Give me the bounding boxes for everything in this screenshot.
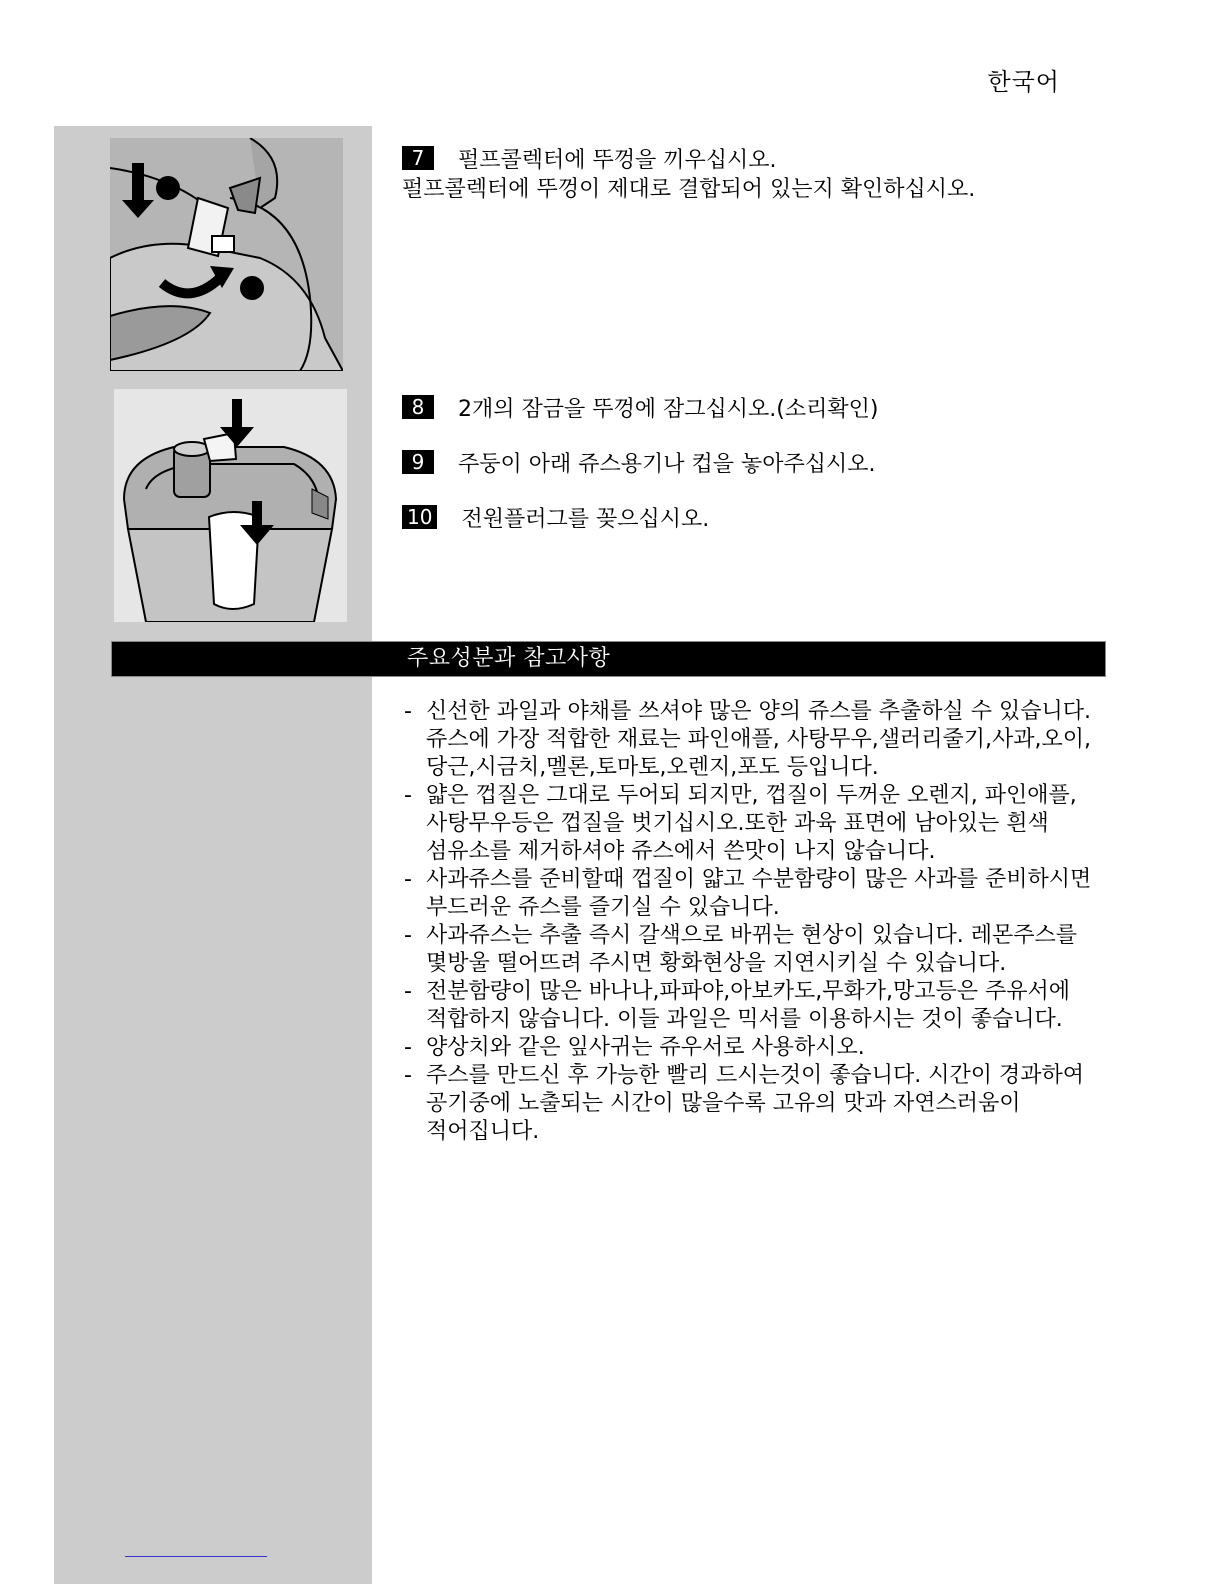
list-item: - 사과쥬스는 추출 즉시 갈색으로 바뀌는 현상이 있습니다. 레몬주스를 몇방울 떨어뜨려 주시면 황화현상을 지연시키실 수 있습니다. <box>402 922 1102 978</box>
step-9-text: 주둥이 아래 쥬스용기나 컵을 놓아주십시오. <box>458 452 876 477</box>
step-number-badge: 8 <box>402 395 434 419</box>
list-item: - 사과쥬스를 준비할때 껍질이 얇고 수분함량이 많은 사과를 준비하시면 부드러운 쥬스를 즐기실 수 있습니다. <box>402 866 1102 922</box>
step-10 <box>402 505 709 534</box>
list-item: - 얇은 껍질은 그대로 두어되 되지만, 껍질이 두꺼운 오렌지, 파인애플,사탕무우등은 껍질을 벗기십시오.또한 과육 표면에 남아있는 흰색 섬유소를 제거하셔야 쥬스에서 쓴맛이 나지 않습니다. <box>402 782 1102 866</box>
step-7-line-1: 펄프콜렉터에 뚜껑을 끼우십시오. <box>458 148 777 173</box>
step-9 <box>402 450 876 479</box>
step-number-badge: 7 <box>402 146 434 170</box>
step-number-badge: 9 <box>402 450 434 474</box>
step-8-text: 2개의 잠금을 뚜껑에 잠그십시오.(소리확인) <box>458 397 879 422</box>
footer-divider <box>125 1556 267 1557</box>
section-header <box>111 641 1106 677</box>
lid-attach-illustration <box>110 138 343 371</box>
step-7 <box>402 146 975 204</box>
step-7-line-2: 펄프콜렉터에 뚜껑이 제대로 결합되어 있는지 확인하십시오. <box>402 177 976 202</box>
tips-list <box>402 698 1102 1146</box>
list-item: - 전분함량이 많은 바나나,파파야,아보카도,무화가,망고등은 주유서에 적합하지 않습니다. 이들 과일은 믹서를 이용하시는 것이 좋습니다. <box>402 978 1102 1034</box>
step-10-text: 전원플러그를 꽂으십시오. <box>461 507 710 532</box>
lid-lock-illustration <box>114 389 347 622</box>
step-number-badge: 10 <box>402 505 437 529</box>
language-label: 한국어 <box>987 68 1060 96</box>
step-8 <box>402 395 878 424</box>
list-item: - 양상치와 같은 잎사귀는 쥬우서로 사용하시오. <box>402 1034 1102 1062</box>
section-title: 주요성분과 참고사항 <box>407 646 611 671</box>
list-item: - 신선한 과일과 야채를 쓰셔야 많은 양의 쥬스를 추출하실 수 있습니다.쥬스에 가장 적합한 재료는 파인애플, 사탕무우,샐러리줄기,사과,오이,당근,시금치,멜론,토마토,오렌지,포도 등입니다. <box>402 698 1102 782</box>
list-item: - 주스를 만드신 후 가능한 빨리 드시는것이 좋습니다. 시간이 경과하여 공기중에 노출되는 시간이 많을수록 고유의 맛과 자연스러움이 적어집니다. <box>402 1062 1102 1146</box>
